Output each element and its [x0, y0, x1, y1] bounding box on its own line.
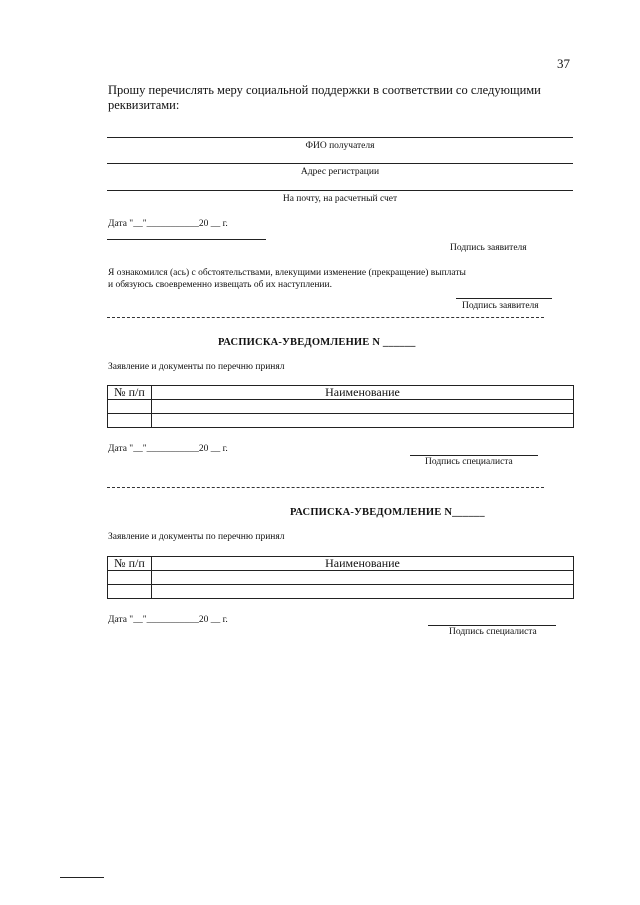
applicant-signature-label-2: Подпись заявителя	[462, 301, 539, 311]
receipt-2-title: РАСПИСКА-УВЕДОМЛЕНИЕ N______	[290, 507, 485, 518]
col-header-number: № п/п	[108, 386, 152, 400]
table-cell[interactable]	[108, 585, 152, 599]
receipt-1-table	[107, 385, 574, 428]
mail-account-line[interactable]	[107, 190, 573, 191]
col-header-number: № п/п	[108, 557, 152, 571]
col-header-name: Наименование	[152, 557, 574, 571]
receipt-2-signature-label: Подпись специалиста	[449, 627, 537, 637]
intro-text: Прошу перечислять меру социальной поддержки в соответствии со следующими реквизитами:	[108, 83, 541, 112]
applicant-signature-label: Подпись заявителя	[450, 243, 527, 253]
receipt-2-date-line: Дата "__"___________20 __ г.	[108, 615, 228, 625]
receipt-1-signature-line[interactable]	[410, 455, 538, 456]
table-cell[interactable]	[152, 414, 574, 428]
fio-caption: ФИО получателя	[305, 141, 375, 151]
table-cell[interactable]	[152, 571, 574, 585]
receipt-1-accepted-text: Заявление и документы по перечню принял	[108, 362, 285, 372]
table-cell[interactable]	[108, 400, 152, 414]
col-header-name: Наименование	[152, 386, 574, 400]
cut-line-2	[107, 487, 544, 488]
address-line[interactable]	[107, 163, 573, 164]
cut-line-1	[107, 317, 544, 318]
fio-line[interactable]	[107, 137, 573, 138]
acknowledgement-text: Я ознакомился (ась) с обстоятельствами, влекущими изменение (прекращение) выплаты и обязуюсь своевременно извещать об их наступлении.	[108, 268, 466, 290]
table-cell[interactable]	[152, 585, 574, 599]
page-number: 37	[557, 56, 570, 71]
table-cell[interactable]	[108, 414, 152, 428]
receipt-1-signature-label: Подпись специалиста	[425, 457, 513, 467]
address-caption: Адрес регистрации	[300, 167, 380, 177]
footnote-rule	[60, 877, 104, 878]
mail-account-caption: На почту, на расчетный счет	[282, 194, 398, 204]
date-line: Дата "__"___________20 __ г.	[108, 219, 228, 229]
date-signature-line[interactable]	[107, 239, 266, 240]
table-cell[interactable]	[108, 571, 152, 585]
receipt-2-accepted-text: Заявление и документы по перечню принял	[108, 532, 285, 542]
receipt-1-date-line: Дата "__"___________20 __ г.	[108, 444, 228, 454]
receipt-2-signature-line[interactable]	[428, 625, 556, 626]
receipt-1-title: РАСПИСКА-УВЕДОМЛЕНИЕ N ______	[218, 337, 416, 348]
table-cell[interactable]	[152, 400, 574, 414]
applicant-signature-line-2[interactable]	[456, 298, 552, 299]
receipt-2-table	[107, 556, 574, 599]
